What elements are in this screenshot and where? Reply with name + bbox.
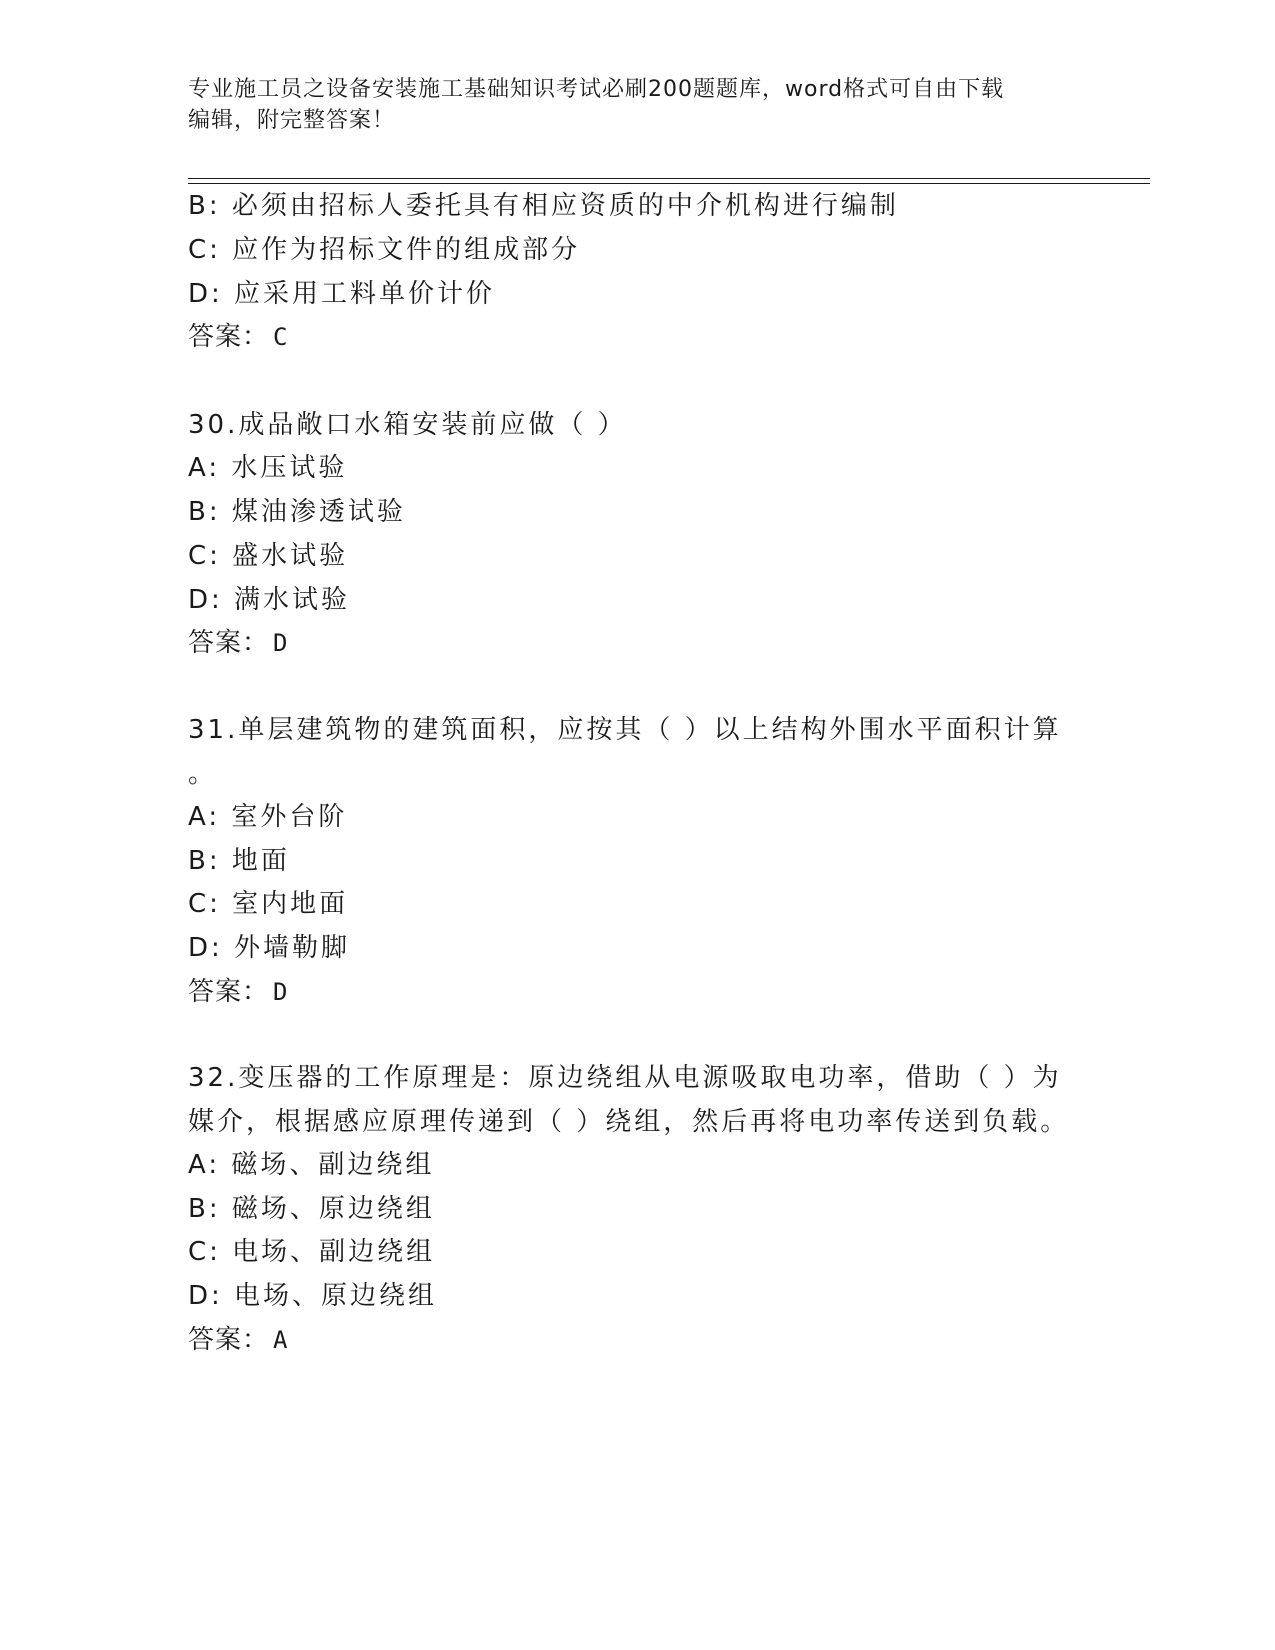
answer-value: D: [273, 978, 289, 1006]
option-c: C: 盛水试验: [188, 541, 349, 571]
option-d: D: 电场、原边绕组: [188, 1281, 438, 1311]
option-d: D: 满水试验: [188, 585, 351, 615]
question-stem: 32.变压器的工作原理是：原边绕组从电源吸取电功率，借助（ ）为: [188, 1063, 1062, 1093]
question-stem-continued: 。: [188, 759, 218, 789]
option-c: C: 室内地面: [188, 889, 349, 919]
answer-value: D: [273, 629, 289, 657]
header-line-1: 专业施工员之设备安装施工基础知识考试必刷200题题库，word格式可自由下载: [188, 77, 1005, 102]
option-b: B: 必须由招标人委托具有相应资质的中介机构进行编制: [188, 191, 899, 221]
option-c: C: 应作为招标文件的组成部分: [188, 235, 581, 265]
answer-value: A: [273, 1326, 289, 1354]
option-a: A: 磁场、副边绕组: [188, 1150, 435, 1180]
answer-value: C: [273, 323, 289, 351]
question-stem: 31.单层建筑物的建筑面积，应按其（ ）以上结构外围水平面积计算: [188, 715, 1062, 745]
option-d: D: 外墙勒脚: [188, 933, 351, 963]
option-d: D: 应采用工料单价计价: [188, 279, 496, 309]
option-a: A: 室外台阶: [188, 802, 348, 832]
document-header: [188, 74, 1088, 136]
answer-label: 答案：: [188, 628, 270, 658]
header-divider-top: [188, 178, 1150, 179]
option-a: A: 水压试验: [188, 453, 348, 483]
answer-line: [188, 321, 288, 353]
answer-line: [188, 627, 288, 659]
header-line-2: 编辑，附完整答案！: [188, 108, 396, 133]
question-stem-continued: 媒介，根据感应原理传递到（ ）绕组，然后再将电功率传送到负载。: [188, 1107, 1070, 1137]
answer-label: 答案：: [188, 322, 270, 352]
answer-label: 答案：: [188, 977, 270, 1007]
answer-label: 答案：: [188, 1325, 270, 1355]
option-b: B: 煤油渗透试验: [188, 497, 406, 527]
option-b: B: 磁场、原边绕组: [188, 1194, 435, 1224]
option-c: C: 电场、副边绕组: [188, 1237, 436, 1267]
option-b: B: 地面: [188, 846, 290, 876]
answer-line: [188, 976, 288, 1008]
question-stem: 30.成品敞口水箱安装前应做（ ）: [188, 410, 627, 440]
answer-line: [188, 1324, 288, 1356]
header-divider-bottom: [188, 183, 1150, 184]
